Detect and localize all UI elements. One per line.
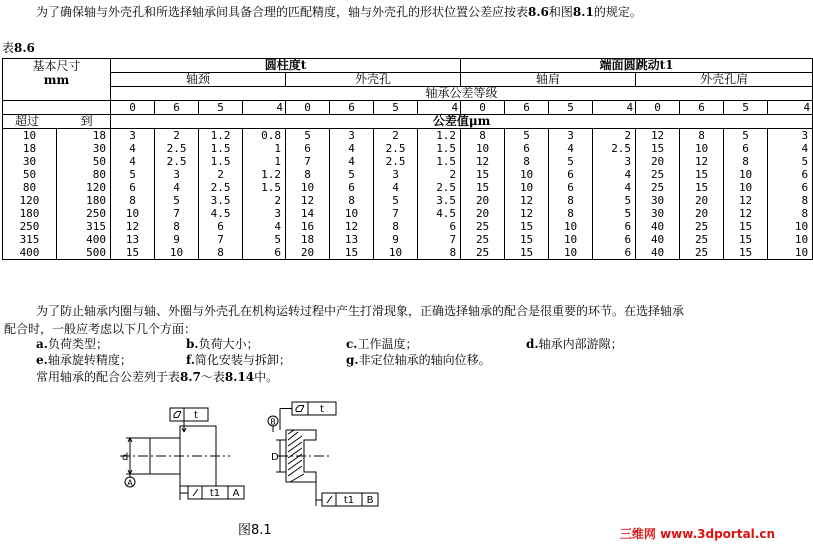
tolerance-cell: 8 bbox=[155, 220, 199, 233]
grade-cell: 0 bbox=[636, 101, 680, 115]
tolerance-cell: 15 bbox=[505, 246, 549, 260]
tolerance-cell: 4 bbox=[111, 155, 155, 168]
tolerance-cell: 25 bbox=[636, 168, 680, 181]
tolerance-cell: 15 bbox=[680, 181, 724, 194]
tolerance-cell: 5 bbox=[374, 194, 418, 207]
header-tolerance-value: 公差值μm bbox=[111, 115, 813, 129]
tolerance-cell: 10 bbox=[330, 207, 374, 220]
header-housing-shoulder: 外壳孔肩 bbox=[636, 73, 813, 87]
tolerance-cell: 1.2 bbox=[243, 168, 286, 181]
table-row bbox=[3, 168, 813, 181]
tolerance-cell: 3 bbox=[243, 207, 286, 220]
size-range-cell: 50 bbox=[57, 155, 111, 168]
tolerance-cell: 12 bbox=[505, 207, 549, 220]
tolerance-cell: 15 bbox=[636, 142, 680, 155]
tolerance-cell: 25 bbox=[636, 181, 680, 194]
tolerance-cell: 5 bbox=[243, 233, 286, 246]
size-range-cell: 315 bbox=[57, 220, 111, 233]
tolerance-cell: 15 bbox=[461, 181, 505, 194]
size-range-cell: 120 bbox=[57, 181, 111, 194]
tolerance-cell: 8 bbox=[286, 168, 330, 181]
tolerance-cell: 25 bbox=[680, 246, 724, 260]
shaft-top-frame-t: t bbox=[194, 410, 198, 421]
table-row bbox=[3, 233, 813, 246]
shaft-drawing bbox=[120, 408, 244, 500]
tolerance-cell: 20 bbox=[680, 207, 724, 220]
size-range-cell: 400 bbox=[3, 246, 57, 260]
table-caption-number: 8.6 bbox=[14, 41, 35, 55]
tolerance-cell: 12 bbox=[461, 155, 505, 168]
tolerance-cell: 4 bbox=[111, 142, 155, 155]
tolerance-cell: 25 bbox=[680, 233, 724, 246]
size-range-cell: 315 bbox=[3, 233, 57, 246]
shaft-bottom-frame-t1: t1 bbox=[209, 488, 221, 499]
tolerance-cell: 20 bbox=[286, 246, 330, 260]
factor-b: b.负荷大小； bbox=[186, 337, 259, 351]
tolerance-cell: 2.5 bbox=[374, 155, 418, 168]
tolerance-cell: 20 bbox=[636, 155, 680, 168]
tolerance-cell: 20 bbox=[680, 194, 724, 207]
size-range-cell: 500 bbox=[57, 246, 111, 260]
tolerance-cell: 30 bbox=[636, 207, 680, 220]
housing-dim-D: D bbox=[271, 452, 279, 463]
tolerance-cell: 10 bbox=[461, 142, 505, 155]
site-watermark bbox=[620, 525, 775, 542]
tolerance-cell: 25 bbox=[461, 246, 505, 260]
watermark-url: www.3dportal.cn bbox=[660, 527, 775, 541]
tolerance-cell: 2.5 bbox=[199, 181, 243, 194]
tolerance-cell: 15 bbox=[724, 246, 768, 260]
size-range-cell: 180 bbox=[3, 207, 57, 220]
header-face-runout: 端面圆跳动t1 bbox=[461, 59, 813, 73]
tolerance-cell: 1.2 bbox=[418, 129, 461, 143]
tolerance-cell: 4 bbox=[374, 181, 418, 194]
tolerance-cell: 10 bbox=[724, 181, 768, 194]
tolerance-cell: 7 bbox=[286, 155, 330, 168]
tolerance-cell: 10 bbox=[505, 181, 549, 194]
figure-8-1 bbox=[110, 400, 410, 540]
tolerance-cell: 2.5 bbox=[155, 155, 199, 168]
tolerance-table bbox=[2, 58, 813, 260]
tolerance-cell: 15 bbox=[461, 168, 505, 181]
housing-drawing bbox=[268, 402, 378, 506]
tolerance-cell: 8 bbox=[111, 194, 155, 207]
factor-c: c.工作温度； bbox=[346, 337, 418, 351]
tolerance-cell: 3 bbox=[593, 155, 636, 168]
tolerance-cell: 10 bbox=[505, 168, 549, 181]
tolerance-cell: 7 bbox=[199, 233, 243, 246]
tolerance-cell: 10 bbox=[549, 220, 593, 233]
tolerance-cell: 40 bbox=[636, 246, 680, 260]
tolerance-cell: 8 bbox=[680, 129, 724, 143]
tolerance-cell: 15 bbox=[111, 246, 155, 260]
tolerance-cell: 6 bbox=[243, 246, 286, 260]
tolerance-cell: 15 bbox=[505, 220, 549, 233]
tolerance-cell: 6 bbox=[111, 181, 155, 194]
tolerance-cell: 3 bbox=[768, 129, 813, 143]
intro-paragraph bbox=[36, 4, 642, 20]
housing-bottom-frame-b: B bbox=[366, 495, 374, 506]
factor-e: e.轴承旋转精度； bbox=[36, 353, 132, 367]
tolerance-cell: 3 bbox=[155, 168, 199, 181]
tolerance-cell: 4.5 bbox=[199, 207, 243, 220]
tolerance-cell: 6 bbox=[724, 142, 768, 155]
tolerance-cell: 4 bbox=[330, 155, 374, 168]
tolerance-cell: 15 bbox=[724, 220, 768, 233]
tolerance-cell: 12 bbox=[724, 194, 768, 207]
grade-cell: 6 bbox=[680, 101, 724, 115]
size-range-cell: 250 bbox=[3, 220, 57, 233]
tolerance-cell: 16 bbox=[286, 220, 330, 233]
tolerance-cell: 5 bbox=[549, 155, 593, 168]
tolerance-cell: 10 bbox=[286, 181, 330, 194]
header-shoulder: 轴肩 bbox=[461, 73, 636, 87]
tolerance-cell: 7 bbox=[155, 207, 199, 220]
grade-cell: 4 bbox=[768, 101, 813, 115]
tolerance-cell: 8 bbox=[461, 129, 505, 143]
tolerance-cell: 5 bbox=[111, 168, 155, 181]
table-row bbox=[3, 155, 813, 168]
tolerance-cell: 2 bbox=[374, 129, 418, 143]
tolerance-cell: 5 bbox=[593, 207, 636, 220]
grade-cell: 6 bbox=[155, 101, 199, 115]
intro-ref-figure: 8.1 bbox=[572, 5, 594, 19]
grade-cell: 6 bbox=[505, 101, 549, 115]
table-row bbox=[3, 194, 813, 207]
size-range-cell: 30 bbox=[3, 155, 57, 168]
tolerance-cell: 2.5 bbox=[593, 142, 636, 155]
grade-cell: 0 bbox=[286, 101, 330, 115]
tolerance-cell: 1 bbox=[243, 155, 286, 168]
table-row bbox=[3, 246, 813, 260]
tolerance-cell: 8 bbox=[374, 220, 418, 233]
tolerance-cell: 1 bbox=[243, 142, 286, 155]
tolerance-cell: 2.5 bbox=[374, 142, 418, 155]
header-tolerance-grade: 轴承公差等级 bbox=[111, 87, 813, 101]
size-range-cell: 120 bbox=[3, 194, 57, 207]
tolerance-cell: 2 bbox=[155, 129, 199, 143]
tolerance-cell: 4 bbox=[593, 181, 636, 194]
tolerance-cell: 8 bbox=[768, 194, 813, 207]
tolerance-cell: 4 bbox=[330, 142, 374, 155]
tolerance-cell: 4 bbox=[593, 168, 636, 181]
tolerance-cell: 8 bbox=[768, 207, 813, 220]
intro-prefix: 为了确保轴与外壳孔和所选择轴承间具备合理的匹配精度，轴与外壳孔的形状位置公差应按表 bbox=[36, 5, 529, 19]
tolerance-cell: 7 bbox=[418, 233, 461, 246]
grade-cell: 6 bbox=[330, 101, 374, 115]
tolerance-cell: 8 bbox=[505, 155, 549, 168]
tolerance-cell: 6 bbox=[549, 181, 593, 194]
tolerance-cell: 6 bbox=[768, 168, 813, 181]
tolerance-cell: 1.5 bbox=[199, 155, 243, 168]
header-cylindricity: 圆柱度t bbox=[111, 59, 461, 73]
watermark-logo-text: 三维网 bbox=[619, 527, 656, 541]
tolerance-cell: 8 bbox=[724, 155, 768, 168]
tolerance-cell: 5 bbox=[155, 194, 199, 207]
fit-paragraph-line2: 配合时，一般应考虑以下几个方面： bbox=[4, 322, 197, 336]
grade-cell: 4 bbox=[593, 101, 636, 115]
tolerance-cell: 10 bbox=[680, 142, 724, 155]
header-journal: 轴颈 bbox=[111, 73, 286, 87]
tolerance-cell: 25 bbox=[461, 233, 505, 246]
tolerance-cell: 5 bbox=[505, 129, 549, 143]
tolerance-cell: 6 bbox=[768, 181, 813, 194]
grade-cell: 0 bbox=[461, 101, 505, 115]
tolerance-cell: 2.5 bbox=[155, 142, 199, 155]
tolerance-cell: 8 bbox=[549, 194, 593, 207]
tolerance-cell: 10 bbox=[549, 246, 593, 260]
tolerance-cell: 3 bbox=[549, 129, 593, 143]
tolerance-cell: 10 bbox=[768, 233, 813, 246]
tolerance-cell: 30 bbox=[636, 194, 680, 207]
figure-caption: 图8.1 bbox=[238, 523, 272, 538]
tolerance-cell: 6 bbox=[593, 220, 636, 233]
tolerance-cell: 6 bbox=[330, 181, 374, 194]
intro-mid: 和图 bbox=[548, 5, 573, 19]
tolerance-cell: 4 bbox=[768, 142, 813, 155]
tolerance-cell: 4.5 bbox=[418, 207, 461, 220]
tolerance-cell: 9 bbox=[155, 233, 199, 246]
tolerance-cell: 10 bbox=[155, 246, 199, 260]
tolerance-cell: 13 bbox=[111, 233, 155, 246]
tolerance-cell: 13 bbox=[330, 233, 374, 246]
tolerance-cell: 5 bbox=[330, 168, 374, 181]
tolerance-cell: 18 bbox=[286, 233, 330, 246]
tolerance-cell: 3.5 bbox=[418, 194, 461, 207]
grade-cell: 5 bbox=[724, 101, 768, 115]
tolerance-cell: 15 bbox=[724, 233, 768, 246]
tolerance-cell: 15 bbox=[330, 246, 374, 260]
tolerance-cell: 12 bbox=[636, 129, 680, 143]
size-range-cell: 80 bbox=[3, 181, 57, 194]
tolerance-cell: 6 bbox=[286, 142, 330, 155]
size-range-cell: 18 bbox=[57, 129, 111, 143]
tolerance-cell: 25 bbox=[461, 220, 505, 233]
tolerance-cell: 1.5 bbox=[199, 142, 243, 155]
tolerance-cell: 14 bbox=[286, 207, 330, 220]
tolerance-cell: 3 bbox=[330, 129, 374, 143]
tolerance-cell: 10 bbox=[768, 220, 813, 233]
housing-bottom-frame-t1: t1 bbox=[343, 495, 355, 506]
factor-a: a.负荷类型； bbox=[36, 337, 108, 351]
tolerance-cell: 5 bbox=[724, 129, 768, 143]
tolerance-cell: 6 bbox=[593, 233, 636, 246]
shaft-bottom-frame-a: A bbox=[232, 488, 240, 499]
tolerance-cell: 4 bbox=[155, 181, 199, 194]
tolerance-cell: 10 bbox=[111, 207, 155, 220]
tolerance-cell: 6 bbox=[593, 246, 636, 260]
fit-reference-line: 常用轴承的配合公差列于表8.7～表8.14中。 bbox=[36, 370, 279, 384]
tolerance-cell: 1.5 bbox=[418, 155, 461, 168]
tolerance-cell: 4 bbox=[243, 220, 286, 233]
fit-paragraph-line1: 为了防止轴承内圈与轴、外圈与外壳孔在机构运转过程中产生打滑现象，正确选择轴承的配合是很重要的环节。在选择轴承 bbox=[36, 304, 685, 318]
tolerance-cell: 10 bbox=[768, 246, 813, 260]
tolerance-cell: 2 bbox=[418, 168, 461, 181]
tolerance-cell: 0.8 bbox=[243, 129, 286, 143]
table-caption bbox=[2, 40, 35, 56]
tolerance-cell: 25 bbox=[680, 220, 724, 233]
tolerance-cell: 3 bbox=[111, 129, 155, 143]
tolerance-cell: 9 bbox=[374, 233, 418, 246]
tolerance-cell: 8 bbox=[418, 246, 461, 260]
tolerance-cell: 2.5 bbox=[418, 181, 461, 194]
tolerance-cell: 10 bbox=[724, 168, 768, 181]
tolerance-cell: 1.5 bbox=[418, 142, 461, 155]
tolerance-cell: 40 bbox=[636, 220, 680, 233]
factor-g: g.非定位轴承的轴向位移。 bbox=[346, 353, 491, 367]
tolerance-value-header-row bbox=[3, 115, 813, 129]
size-range-cell: 50 bbox=[3, 168, 57, 181]
grade-cell: 5 bbox=[199, 101, 243, 115]
tolerance-cell: 2 bbox=[199, 168, 243, 181]
size-range-cell: 400 bbox=[57, 233, 111, 246]
header-basic-size-label: 基本尺寸 bbox=[32, 59, 81, 73]
tolerance-cell: 20 bbox=[461, 207, 505, 220]
tolerance-cell: 5 bbox=[286, 129, 330, 143]
tolerance-cell: 3 bbox=[374, 168, 418, 181]
tolerance-cell: 7 bbox=[374, 207, 418, 220]
tolerance-cell: 6 bbox=[549, 168, 593, 181]
tolerance-cell: 1.5 bbox=[243, 181, 286, 194]
size-range-cell: 180 bbox=[57, 194, 111, 207]
header-to: 到 bbox=[80, 114, 93, 128]
grade-cell: 5 bbox=[549, 101, 593, 115]
header-unit-label: mm bbox=[43, 73, 70, 87]
factor-f: f.简化安装与拆卸； bbox=[186, 353, 291, 367]
tolerance-cell: 12 bbox=[680, 155, 724, 168]
grade-cell: 4 bbox=[418, 101, 461, 115]
table-row bbox=[3, 129, 813, 143]
intro-ref-table: 8.6 bbox=[528, 5, 549, 19]
tolerance-cell: 2 bbox=[243, 194, 286, 207]
tolerance-cell: 1.2 bbox=[199, 129, 243, 143]
tolerance-cell: 5 bbox=[593, 194, 636, 207]
tolerance-cell: 8 bbox=[549, 207, 593, 220]
header-over: 超过 bbox=[15, 114, 40, 128]
shaft-datum-a: A bbox=[127, 478, 133, 488]
table-row bbox=[3, 181, 813, 194]
tolerance-cell: 5 bbox=[768, 155, 813, 168]
tolerance-cell: 10 bbox=[549, 233, 593, 246]
tolerance-cell: 15 bbox=[505, 233, 549, 246]
tolerance-cell: 2 bbox=[593, 129, 636, 143]
size-range-cell: 250 bbox=[57, 207, 111, 220]
header-housing: 外壳孔 bbox=[286, 73, 461, 87]
table-row bbox=[3, 142, 813, 155]
tolerance-cell: 6 bbox=[418, 220, 461, 233]
grade-cell: 0 bbox=[111, 101, 155, 115]
housing-datum-b: B bbox=[270, 417, 276, 427]
tolerance-cell: 8 bbox=[199, 246, 243, 260]
tolerance-cell: 6 bbox=[505, 142, 549, 155]
tolerance-cell: 12 bbox=[286, 194, 330, 207]
factor-d: d.轴承内部游隙； bbox=[526, 337, 623, 351]
tolerance-cell: 12 bbox=[724, 207, 768, 220]
tolerance-cell: 8 bbox=[330, 194, 374, 207]
tolerance-cell: 10 bbox=[374, 246, 418, 260]
tolerance-cell: 12 bbox=[111, 220, 155, 233]
grade-cell: 5 bbox=[374, 101, 418, 115]
size-range-cell: 18 bbox=[3, 142, 57, 155]
size-range-cell: 30 bbox=[57, 142, 111, 155]
grade-cell: 4 bbox=[243, 101, 286, 115]
tolerance-cell: 6 bbox=[199, 220, 243, 233]
shaft-dim-d: d bbox=[122, 452, 129, 463]
table-caption-prefix: 表 bbox=[2, 41, 15, 55]
tolerance-cell: 12 bbox=[330, 220, 374, 233]
tolerance-cell: 40 bbox=[636, 233, 680, 246]
tolerance-cell: 20 bbox=[461, 194, 505, 207]
table-row bbox=[3, 207, 813, 220]
header-range bbox=[3, 115, 111, 129]
intro-suffix: 的规定。 bbox=[593, 5, 642, 19]
grade-row bbox=[3, 101, 813, 115]
tolerance-cell: 12 bbox=[505, 194, 549, 207]
size-range-cell: 10 bbox=[3, 129, 57, 143]
tolerance-cell: 3.5 bbox=[199, 194, 243, 207]
table-row bbox=[3, 220, 813, 233]
housing-top-frame-t: t bbox=[320, 404, 324, 415]
tolerance-cell: 15 bbox=[680, 168, 724, 181]
tolerance-cell: 4 bbox=[549, 142, 593, 155]
header-basic-size bbox=[3, 59, 111, 101]
size-range-cell: 80 bbox=[57, 168, 111, 181]
